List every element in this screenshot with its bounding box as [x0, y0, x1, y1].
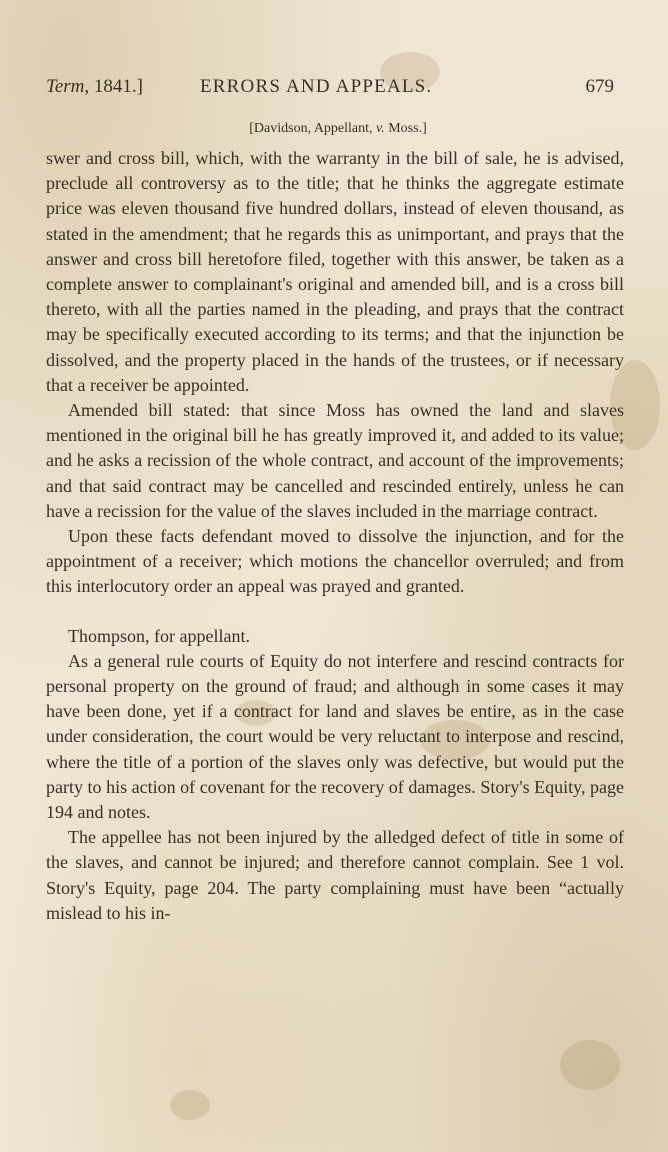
counsel-line: Thompson, for appellant. [68, 625, 250, 646]
header-year: 1841.] [93, 76, 143, 97]
paragraph: Upon these facts defendant moved to dissolve the injunction, and for the appointment of a receiver; which motions the chancellor overruled; and from this interlocutory order an appeal was prayed and granted. [46, 526, 624, 597]
running-head [0, 121, 668, 137]
paragraph: Amended bill stated: that since Moss has owned the land and slaves mentioned in the original bill he has greatly improved it, and added to its value; and he asks a recission of the whole contract, and account of the improvements; and that said contract may be cancelled and rescinded entirely, unless he can have a recission for the value of the slaves included in the marriage contract. [46, 400, 624, 521]
page-number: 679 [585, 76, 614, 97]
argument-paragraph: As a general rule courts of Equity do not interfere and rescind contracts for personal property on the ground of fraud; and although in some cases it may have been done, yet if a contract for land and slaves be entire, as in the case under consideration, the court would be very reluctant to interpose and rescind, where the title of a portion of the slaves only was defective, but would put the party to his action of covenant for the recovery of damages. Story's Equity, page 194 and notes. [46, 650, 624, 823]
argument-paragraph: The appellee has not been injured by the alledged defect of title in some of the slaves, and cannot be injured; and therefore cannot complain. See 1 vol. Story's Equity, page 204. The party complaining must have been “actually mislead to his in- [46, 827, 624, 923]
header-term [46, 76, 143, 98]
running-head-open: [Davidson, Appellant, [249, 121, 373, 136]
header-title: ERRORS AND APPEALS. [200, 76, 433, 97]
running-head-v: v. [376, 121, 385, 136]
header-term-word: Term, [46, 76, 90, 97]
stain-mark [170, 1090, 210, 1120]
page-header [46, 76, 614, 104]
body-text [46, 146, 624, 926]
paragraph: swer and cross bill, which, with the warranty in the bill of sale, he is advised, preclude all controversy as to the title; that he thinks the aggregate estimate price was eleven thousand five hundred dollars, instead of eleven thousand, as stated in the amendment; that he regards this as unimportant, and prays that the answer and cross bill heretofore filed, together with this answer, be taken as a complete answer to complainant's original and amended bill, and is a cross bill thereto, with all the parties named in the pleading, and prays that the contract may be specifically executed according to its terms; and that the injunction be dissolved, and the property placed in the hands of the trustees, or if necessary that a receiver be appointed. [46, 148, 624, 395]
stain-mark [560, 1040, 620, 1090]
paragraph-gap [46, 600, 624, 624]
running-head-close: Moss.] [388, 121, 427, 136]
